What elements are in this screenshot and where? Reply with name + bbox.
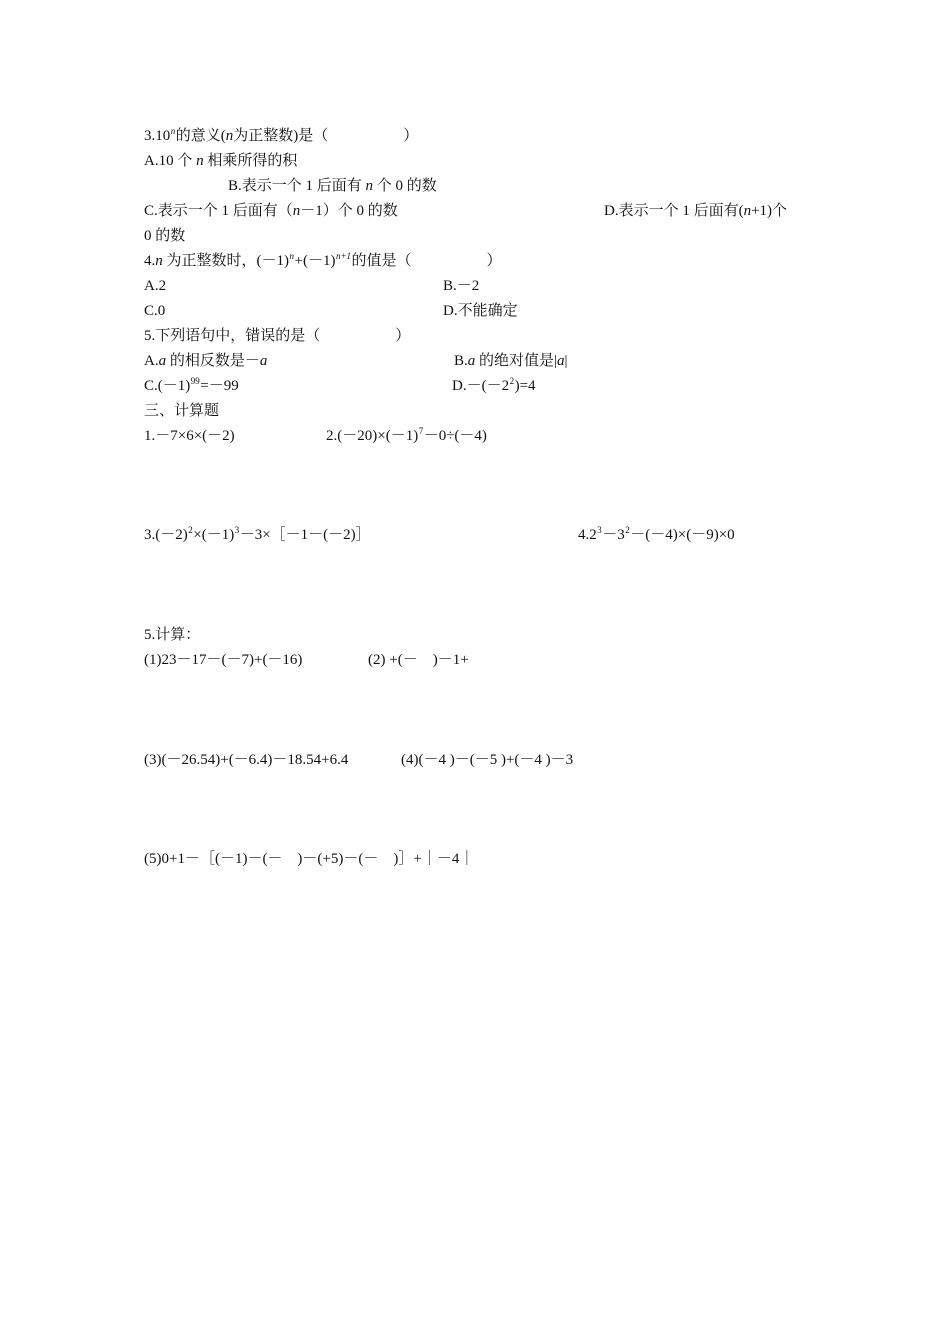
q4-stem: 4.n 为正整数时，$(-1)^n+(-1)^{n+1}$的值是（ ） — [144, 251, 502, 269]
calc-3: (3)(－26.54)+(－6.4)－18.54+6.4 — [144, 752, 349, 768]
q5-option-a: A.a 的相反数是－a — [144, 353, 268, 369]
problem-1: 1.－7×6×(－2) — [144, 428, 235, 444]
q5-option-d: $D.-(-2^2)=4$ — [452, 376, 536, 394]
q4-option-c: C.0 — [144, 303, 166, 319]
q5-stem: 5.下列语句中，错误的是（ ） — [144, 328, 411, 344]
problem-2: $2.(-20)\times(-1)^7-0\div(-4)$ — [326, 426, 487, 444]
q4-option-b: B.－2 — [443, 278, 480, 294]
q5-option-b: B.a 的绝对值是|a| — [454, 353, 568, 369]
calc-5: (5)0+1－［(－1)－(－ )－(+5)－(－ )］+｜－4｜ — [144, 851, 475, 867]
q3-stem: 3.10$^n$的意义(n为正整数)是（ ） — [144, 126, 419, 144]
calc-2: (2) +(－ )－1+ — [368, 652, 469, 668]
q4-option-a: A.2 — [144, 278, 167, 294]
section-title: 三、计算题 — [144, 403, 220, 419]
q3-option-d: D.表示一个 1 后面有(n+1)个 — [604, 203, 788, 219]
calc-1: (1)23－17－(－7)+(－16) — [144, 652, 303, 668]
q3-option-a: A.10 个 n 相乘所得的积 — [144, 153, 298, 169]
problem-5-title: 5.计算： — [144, 627, 201, 643]
q5-option-c: $C.(-1)^{99}=-99$ — [144, 376, 239, 394]
calc-4: (4)(－4 )－(－5 )+(－4 )－3 — [401, 752, 574, 768]
q3-option-b: B.表示一个 1 后面有 n 个 0 的数 — [228, 178, 437, 194]
problem-4: $4.2^3-3^2-(-4)\times(-9)\times 0$ — [578, 525, 735, 543]
problem-3: $3.(-2)^2\times(-1)^3-3\times[-1-(-2)]$ — [144, 525, 371, 543]
q3-option-c: C.表示一个 1 后面有（n－1）个 0 的数 — [144, 203, 398, 219]
q4-option-d: D.不能确定 — [443, 303, 518, 319]
q3-option-d-continuation: 0 的数 — [144, 228, 186, 244]
